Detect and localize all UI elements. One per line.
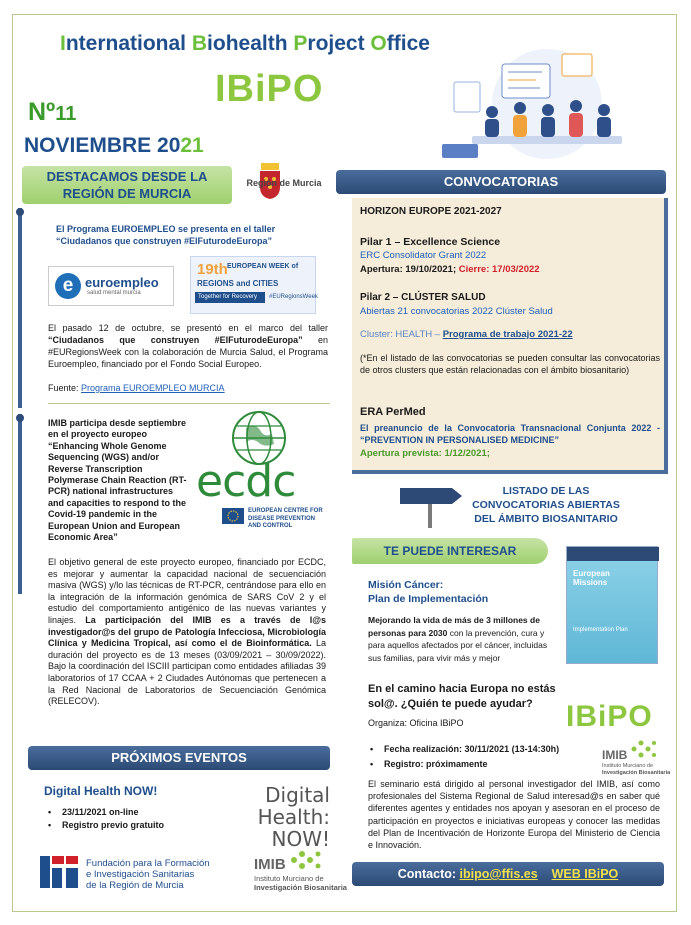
accent-dot <box>16 208 24 216</box>
signpost-icon <box>398 482 464 528</box>
euroempleo-source-link[interactable]: Programa EUROEMPLEO MURCIA <box>81 383 225 393</box>
imib-logo-text: Instituto Murciano de Investigación Biosanitaria <box>254 874 347 892</box>
meeting-illustration <box>432 44 637 164</box>
issue-number: Nº11 <box>28 98 77 126</box>
ecdc-logo: ecdc <box>196 456 296 507</box>
list-item: • 23/11/2021 on-line <box>46 806 164 819</box>
mission-cancer-cover: European Missions Implementation Plan <box>566 546 658 664</box>
imib-logo-mark: IMIB <box>602 748 628 762</box>
eu-week-regions-banner: 19th EUROPEAN WEEK of REGIONS and CITIES Together for Recovery #EURegionsWeek <box>190 256 316 314</box>
region-logo-text: Región de Murcia <box>246 178 322 188</box>
divider <box>48 403 330 404</box>
contact-bar: Contacto: ibipo@ffis.es WEB IBiPO <box>352 862 664 886</box>
mission-cancer-body: Mejorando la vida de más de 3 millones de personas para 2030 con la prevención, cura y para aquellos afectados por el cáncer, incluidas sus familias, para vivir más y mejor <box>368 615 548 663</box>
open-calls-list-link[interactable]: LISTADO DE LAS CONVOCATORIAS ABIERTAS DEL ÁMBITO BIOSANITARIO <box>472 485 620 525</box>
list-item: • Fecha realización: 30/11/2021 (13-14:30h) <box>368 742 559 757</box>
event-title: Digital Health NOW! <box>44 784 158 798</box>
region-highlights-banner: DESTACAMOS DESDE LA REGIÓN DE MURCIA <box>22 166 232 204</box>
imib-dots-icon <box>290 848 324 872</box>
imib-logo-mark: IMIB <box>254 856 286 873</box>
erc-link[interactable]: ERC Consolidator Grant 2022 <box>360 250 487 261</box>
contact-email-link[interactable]: ibipo@ffis.es <box>459 867 538 881</box>
mission-cancer-title: Misión Cáncer: Plan de Implementación <box>368 579 489 605</box>
may-interest-banner: TE PUEDE INTERESAR <box>352 538 548 564</box>
pilar1-dates: Apertura: 19/10/2021; Cierre: 17/03/2022 <box>360 264 540 275</box>
issue-date: NOVIEMBRE 2021 <box>24 134 204 157</box>
ffis-logo-text: Fundación para la Formación e Investigación Sanitarias de la Región de Murcia <box>86 858 210 891</box>
digital-health-logo: Digital Health: NOW! <box>257 783 330 851</box>
list-item: • Registro: próximamente <box>368 757 559 772</box>
euroempleo-logo: e euroempleo salud mental murcia <box>48 266 174 306</box>
list-item: • Registro previo gratuito <box>46 819 164 832</box>
cluster-salud-link[interactable]: Abiertas 21 convocatorias 2022 Clúster Salud <box>360 306 553 317</box>
pilar2-title: Pilar 2 – CLÚSTER SALUD <box>360 292 486 303</box>
eu-flag-icon <box>222 508 244 524</box>
euroempleo-source: Fuente: Programa EUROEMPLEO MURCIA <box>48 383 225 393</box>
accent-dot <box>16 414 24 422</box>
horizon-europe-title: HORIZON EUROPE 2021-2027 <box>360 206 502 217</box>
imib-logo-text: Instituto Murciano de Investigación Biosanitaria <box>602 763 671 776</box>
seminar-title: En el camino hacia Europa no estás sol@. ¿Quién te puede ayudar? <box>368 683 556 710</box>
euroempleo-heading: El Programa EUROEMPLEO se presenta en el taller “Ciudadanos que construyen #ElFuturodeEuropa” <box>56 224 276 246</box>
ecdc-caption: EUROPEAN CENTRE FOR DISEASE PREVENTION AND CONTROL <box>248 508 323 529</box>
imib-project-body: El objetivo general de este proyecto europeo, financiado por ECDC, es mejorar y aumentar la capacidad nacional de secuenciación masiva (WGS) y/lo las técnicas de RT-PCR, centrándose para ello en la integración de la información genómica de SARS CoV 2 y el estudio del comportamiento antigénico de las nuevas variantes y linajes. La participación del IMIB es a través de l@s investigador@s del grupo de Patología Infecciosa, Microbiología Clínica y Medicina Tropical, así como el de Bioinformática. La duración del proyecto es de 13 meses (03/09/2021 – 30/09/2022). Bajo la coordinación del ISCIII participan como entidades afiliadas 39 laboratorios of 17 CCAA + 2 Ciudades Autónomas que pertenecen a la Red Nacional de Laboratorios de Secuenciación Genómica (RELECOV). <box>48 557 327 707</box>
upcoming-events-banner: PRÓXIMOS EVENTOS <box>28 746 330 770</box>
brand-logo: IBiPO <box>215 68 324 110</box>
imib-project-heading: IMIB participa desde septiembre en el proyecto europeo “Enhancing Whole Genome Sequencing (WGS) and/or Reverse Transcription Polymerase Chain Reaction (RT-PCR) national infrastructures and capacities to respond to the Covid-19 pandemic in the European Union and European Economic Area” <box>48 418 187 543</box>
web-ibipo-link[interactable]: WEB IBiPO <box>551 867 619 881</box>
organizer: Organiza: Oficina IBiPO <box>368 718 464 728</box>
cluster-health-line: Cluster: HEALTH – Programa de trabajo 2021-22 <box>360 329 573 340</box>
euroempleo-body: El pasado 12 de octubre, se presentó en el marco del taller “Ciudadanos que construyen #ElFuturodeEuropa” en #EURegionsWeek con la colaboración de Murcia Salud, el Programa Euroempleo, financiado por el Fondo Social Europeo. <box>48 323 328 369</box>
erapermed-desc: El preanuncio de la Convocatoria Transnacional Conjunta 2022 - “PREVENTION IN PERSONALISED MEDICINE” <box>360 423 660 445</box>
pilar1-title: Pilar 1 – Excellence Science <box>360 236 501 248</box>
event-details <box>46 806 164 832</box>
euroempleo-e-icon: e <box>55 273 81 299</box>
erapermed-title: ERA PerMed <box>360 406 426 418</box>
ffis-logo-icon <box>40 856 80 888</box>
calls-banner: CONVOCATORIAS <box>336 170 666 194</box>
imib-dots-icon <box>630 738 658 760</box>
seminar-body: El seminario está dirigido al personal investigador del IMIB, así como profesionales del Sistema Regional de Salud interesad@s en saber qué diferentes agentes y entidades nos apoyan y asesoran en el proceso de participación en proyectos e iniciativas europeas y conocer las medidas del Plan de Incentivación de Horizonte Europa del Ministerio de Ciencia e Innovación. <box>368 779 660 851</box>
erapermed-opening: Apertura prevista: 1/12/2021; <box>360 448 490 459</box>
page-title: International Biohealth Project Office <box>60 32 430 55</box>
calls-note: (*En el listado de las convocatorias se pueden consultar las convocatorias de otros clusters que están relacionadas con el ámbito biosanitario) <box>360 353 660 375</box>
ibipo-logo: IBiPO <box>566 700 653 733</box>
seminar-details <box>368 742 559 772</box>
left-accent-bar <box>18 208 22 408</box>
work-programme-link[interactable]: Programa de trabajo 2021-22 <box>442 329 573 340</box>
left-accent-bar <box>18 414 22 594</box>
